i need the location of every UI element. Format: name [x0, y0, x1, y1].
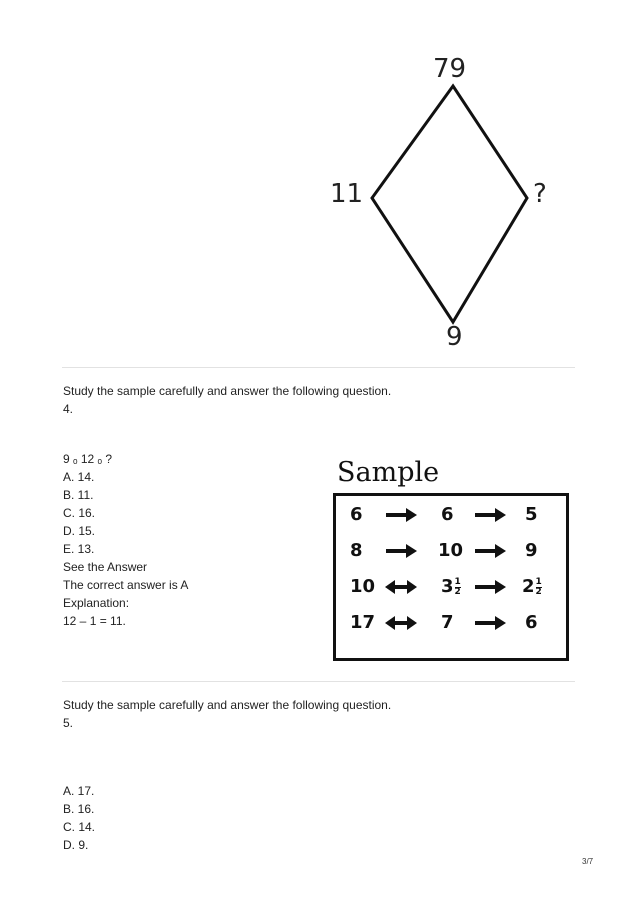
sample-whole: 2	[522, 576, 535, 597]
sample-grid	[338, 504, 564, 648]
diamond-left-number: 11	[330, 179, 364, 209]
right-arrow-icon	[384, 506, 418, 524]
fraction-denominator: 2	[535, 586, 542, 597]
sample-mixed-number	[522, 576, 542, 598]
right-arrow-icon	[473, 542, 507, 560]
explanation-text: 12 – 1 = 11.	[63, 614, 126, 628]
page-number: 3/7	[582, 857, 594, 866]
diamond-bottom-number: 9	[446, 322, 463, 352]
q4-option-c: C. 16.	[63, 506, 96, 520]
right-arrow-icon	[473, 614, 507, 632]
sample-cell: 5	[525, 504, 538, 525]
fraction-numerator: 1	[535, 576, 542, 587]
right-arrow-icon	[473, 578, 507, 596]
q5-number: 5.	[63, 716, 74, 730]
sample-fraction	[455, 578, 461, 597]
q4-option-b: B. 11.	[63, 488, 94, 502]
fraction-numerator: 1	[454, 576, 461, 587]
sample-row	[338, 504, 564, 540]
double-arrow-icon	[384, 578, 418, 596]
sample-cell: 10	[438, 540, 464, 561]
sample-row	[338, 540, 564, 576]
explanation-label: Explanation:	[63, 596, 130, 610]
sample-cell: 6	[441, 504, 454, 525]
q4-question: 9 ₒ 12 ₒ ?	[63, 452, 113, 466]
sample-fraction	[536, 578, 542, 597]
divider	[62, 367, 575, 368]
sample-cell: 7	[441, 612, 454, 633]
sample-mixed-number	[441, 576, 461, 598]
right-arrow-icon	[384, 542, 418, 560]
q5-option-c: C. 14.	[63, 820, 96, 834]
diamond-right-number: ?	[533, 179, 547, 209]
sample-title: Sample	[337, 457, 440, 488]
sample-cell: 10	[350, 576, 376, 597]
q5-prompt: Study the sample carefully and answer the following question.	[63, 698, 392, 712]
q4-option-e: E. 13.	[63, 542, 95, 556]
q5-option-b: B. 16.	[63, 802, 95, 816]
sample-row	[338, 612, 564, 648]
sample-cell: 9	[525, 540, 538, 561]
fraction-denominator: 2	[454, 586, 461, 597]
double-arrow-icon	[384, 614, 418, 632]
correct-answer: The correct answer is A	[63, 578, 189, 592]
sample-row	[338, 576, 564, 612]
sample-cell: 6	[525, 612, 538, 633]
sample-cell: 8	[350, 540, 363, 561]
right-arrow-icon	[473, 506, 507, 524]
q4-option-d: D. 15.	[63, 524, 96, 538]
diamond-top-number: 79	[433, 54, 467, 84]
sample-box	[333, 493, 569, 661]
see-answer-link[interactable]: See the Answer	[63, 560, 148, 574]
sample-cell: 17	[350, 612, 376, 633]
sample-cell: 6	[350, 504, 363, 525]
q5-option-d: D. 9.	[63, 838, 89, 852]
divider	[62, 681, 575, 682]
q4-prompt: Study the sample carefully and answer the following question.	[63, 384, 392, 398]
q4-number: 4.	[63, 402, 74, 416]
sample-whole: 3	[441, 576, 454, 597]
q5-option-a: A. 17.	[63, 784, 95, 798]
q4-option-a: A. 14.	[63, 470, 95, 484]
